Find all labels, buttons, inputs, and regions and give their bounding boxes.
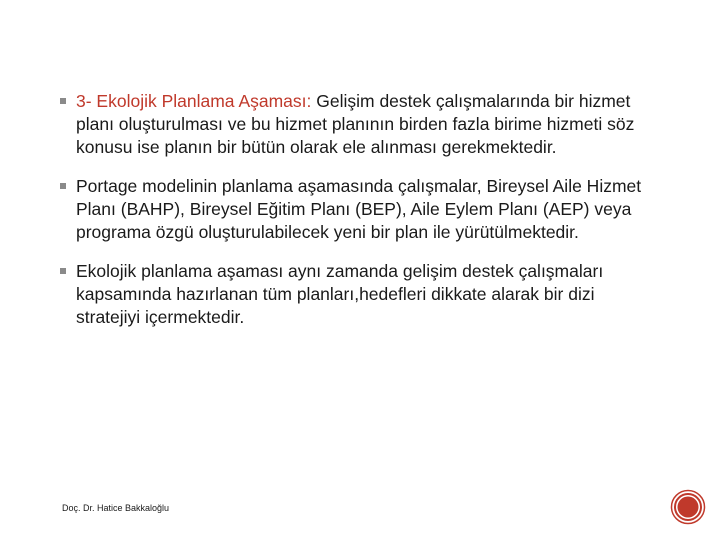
- bullet-text: Portage modelinin planlama aşamasında çalışmalar, Bireysel Aile Hizmet Planı (BAHP), Bireysel Eğitim Planı (BEP), Aile Eylem Planı (AEP) veya programa özgü oluşturulabilecek yeni bir plan ile yürütülmektedir.: [76, 176, 642, 242]
- bullet-text: Gelişim destek çalışmalarında bir hizmet planı oluşturulması ve bu hizmet planının birden fazla birime hizmeti söz konusu ise planın bir bütün olarak ele alınması gerekmektedir.: [76, 91, 635, 157]
- bullet-square-icon: [60, 268, 66, 274]
- bullet-list: [60, 90, 660, 345]
- bullet-lead: 3- Ekolojik Planlama Aşaması:: [76, 91, 312, 111]
- bullet-item-1: [60, 90, 660, 159]
- bullet-item-3: [60, 260, 660, 329]
- bullet-item-2: [60, 175, 660, 244]
- bullet-square-icon: [60, 183, 66, 189]
- bullet-square-icon: [60, 98, 66, 104]
- bullet-text: Ekolojik planlama aşaması aynı zamanda gelişim destek çalışmaları kapsamında hazırlanan tüm planları,hedefleri dikkate alarak bir dizi stratejiyi içermektedir.: [76, 261, 604, 327]
- concentric-circle-logo-icon: [670, 489, 706, 525]
- footer-author: Doç. Dr. Hatice Bakkaloğlu: [62, 503, 170, 513]
